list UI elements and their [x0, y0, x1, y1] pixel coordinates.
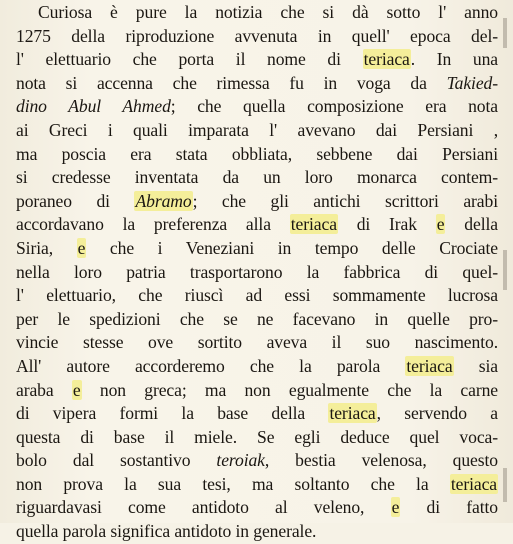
text-segment: di fatto — [400, 497, 498, 518]
margin-mark — [503, 468, 507, 502]
text-segment: , bestia velenosa, questo — [264, 450, 498, 471]
text-segment: nella loro patria trasportarono la fabbrica di quel- — [16, 261, 498, 282]
highlighted-word: teriaca — [363, 49, 410, 70]
text-line — [16, 190, 498, 214]
text-segment: poraneo di — [16, 190, 135, 211]
text-segment: quella parola significa antidoto in generale. — [16, 521, 317, 542]
text-segment: per le spedizioni che se ne facevano in quelle pro- — [16, 308, 498, 329]
text-segment: Takied- — [446, 72, 498, 93]
text-line — [16, 143, 498, 167]
text-segment: non greca; ma non egualmente che la carne — [81, 379, 498, 400]
text-segment: araba — [16, 379, 72, 400]
highlighted-word: e — [72, 379, 81, 400]
text-segment: non prova la sua tesi, ma soltanto che la — [16, 473, 450, 494]
text-segment: questa di base il miele. Se egli deduce quel voca- — [16, 426, 498, 447]
text-segment: vincie stesse ove sortito aveva il suo nascimento. — [16, 332, 498, 353]
text-line — [16, 473, 498, 497]
text-segment: di Irak — [337, 214, 436, 235]
text-line — [16, 379, 498, 403]
text-line — [16, 119, 498, 143]
text-segment: Curiosa è pure la notizia che si dà sotto l' anno — [38, 2, 498, 22]
text-line — [16, 48, 498, 72]
text-segment: nota si accenna che rimessa fu in voga da — [16, 72, 447, 93]
text-segment: sia — [453, 355, 498, 376]
text-line — [16, 402, 498, 426]
highlighted-word: e — [391, 497, 400, 518]
text-line — [16, 237, 498, 261]
text-segment: Siria, — [16, 237, 77, 258]
text-segment: della — [445, 214, 498, 235]
highlighted-word: teriaca — [406, 355, 453, 376]
text-line — [16, 72, 498, 96]
text-segment: si credesse inventata da un loro monarca contem- — [16, 167, 498, 188]
text-line — [16, 426, 498, 450]
highlighted-word: teriaca — [450, 473, 497, 494]
text-segment: ma poscia era stata obbliata, sebbene dai Persiani — [16, 143, 498, 164]
text-line — [16, 213, 498, 237]
text-line — [16, 496, 498, 520]
text-line — [16, 308, 498, 332]
text-line — [16, 449, 498, 473]
text-line — [16, 95, 498, 119]
text-segment: l' elettuario che porta il nome di — [16, 49, 363, 70]
text-line — [16, 284, 498, 308]
highlighted-word: teriaca — [329, 403, 376, 424]
highlighted-word: teriaca — [290, 214, 337, 235]
text-segment: riguardavasi come antidoto al veleno, — [16, 497, 391, 518]
text-segment: teroiak — [216, 450, 265, 471]
text-segment: ; che quella composizione era nota — [170, 96, 498, 117]
text-segment: , servendo a — [376, 403, 498, 424]
text-line — [16, 261, 498, 285]
text-segment: di vipera formi la base della — [16, 403, 329, 424]
text-segment: che i Veneziani in tempo delle Crociate — [86, 237, 498, 258]
text-line — [16, 331, 498, 355]
text-segment: All' autore accorderemo che la parola — [16, 355, 406, 376]
highlighted-word: e — [436, 214, 445, 235]
text-segment: 1275 della riproduzione avvenuta in quell' epoca del- — [16, 25, 498, 46]
text-segment: dino Abul Ahmed — [16, 96, 171, 117]
text-segment: ; che gli antichi scrittori arabi — [192, 190, 498, 211]
text-segment: bolo dal sostantivo — [16, 450, 217, 471]
document-text — [16, 1, 498, 544]
highlighted-word: Abramo — [135, 190, 192, 211]
margin-mark — [503, 18, 507, 48]
text-segment: ai Greci i quali imparata l' avevano dai Persiani , — [16, 119, 498, 140]
margin-mark — [503, 250, 507, 290]
text-segment: l' elettuario, che riuscì ad essi sommamente lucrosa — [16, 285, 498, 306]
text-line — [16, 1, 498, 25]
highlighted-word: e — [77, 237, 86, 258]
text-line — [16, 520, 498, 544]
text-line — [16, 355, 498, 379]
text-line — [16, 166, 498, 190]
text-line — [16, 25, 498, 49]
text-segment: . In una — [410, 49, 498, 70]
text-segment: accordavano la preferenza alla — [16, 214, 290, 235]
